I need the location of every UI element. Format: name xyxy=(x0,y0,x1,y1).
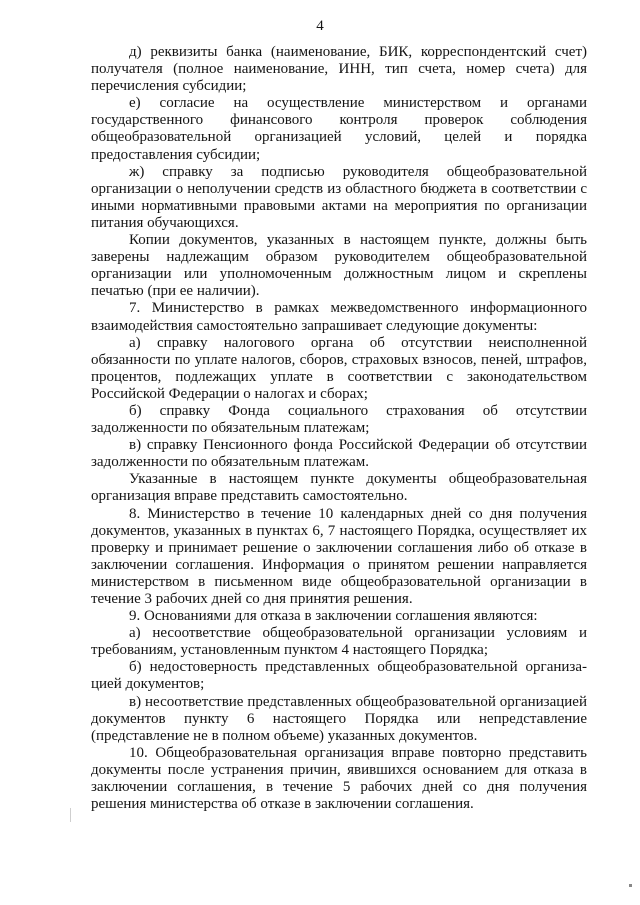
paragraph-clause-7-b: б) справку Фонда социального страхования об отсутствии задолженности по обязательным платежам; xyxy=(91,402,587,437)
paragraph-clause-9-b: б) недостоверность представленных общеобразовательной организа-цией документов; xyxy=(91,659,587,693)
paragraph-item-zh-certificate: ж) справку за подписью руководителя общеобразовательной организации о неполучении средств из областного бюджета в соответствии с иными нормативными правовыми актами на мероприятия по организации питания обучающихся. xyxy=(91,163,587,231)
paragraph-clause-7-a: а) справку налогового органа об отсутствии неисполненной обязанности по уплате налогов, сборов, страховых взносов, пеней, штрафов, процентов, подлежащих уплате в соответствии с законодательством Российской Федерации о налогах и сборах; xyxy=(91,334,587,402)
page-number: 4 xyxy=(316,18,324,34)
document-body xyxy=(91,44,587,813)
paragraph-clause-10: 10. Общеобразовательная организация вправе повторно представить документы после устранения причин, явившихся основанием для отказа в заключении соглашения, в течение 5 рабочих дней со дня получения решения министерства об отказе в заключении соглашения. xyxy=(91,744,587,813)
paragraph-clause-9-a: а) несоответствие общеобразовательной организации условиям и требованиям, установленным пунктом 4 настоящего Порядка; xyxy=(91,625,587,659)
paragraph-clause-7: 7. Министерство в рамках межведомственного информационного взаимодействия самостоятельно запрашивает следующие документы: xyxy=(91,300,587,334)
paragraph-clause-7-v: в) справку Пенсионного фонда Российской Федерации об отсутствии задолженности по обязательным платежам. xyxy=(91,437,587,471)
paragraph-item-e-consent: е) согласие на осуществление министерством и органами государственного финансового контроля проверок соблюдения общеобразовательной организацией условий, целей и порядка предоставления субсидии; xyxy=(91,95,587,163)
paragraph-item-d-bank-details: д) реквизиты банка (наименование, БИК, корреспондентский счет) получателя (полное наименование, ИНН, тип счета, номер счета) для перечисления субсидии; xyxy=(91,44,587,95)
paragraph-clause-9-v: в) несоответствие представленных общеобразовательной организацией документов пункту 6 настоящего Порядка или непредставление (представление не в полном объеме) указанных документов. xyxy=(91,693,587,744)
scan-corner-mark xyxy=(629,884,632,887)
paragraph-clause-9: 9. Основаниями для отказа в заключении соглашения являются: xyxy=(129,608,538,625)
paragraph-clause-8: 8. Министерство в течение 10 календарных дней со дня получения документов, указанных в пунктах 6, 7 настоящего Порядка, осуществляет их проверку и принимает решение о заключении соглашения либо об отказе в заключении соглашения. Информация о принятом решении направляется министерством в письменном виде общеобразовательной организации в течение 3 рабочих дней со дня принятия решения. xyxy=(91,505,587,607)
scan-edge-mark xyxy=(70,808,71,822)
paragraph-documents-self-submit: Указанные в настоящем пункте документы общеобразовательная организация вправе представить самостоятельно. xyxy=(91,471,587,505)
paragraph-copies-certification: Копии документов, указанных в настоящем пункте, должны быть заверены надлежащим образом руководителем общеобразовательной организации или уполномоченным должностным лицом и скреплены печатью (при ее наличии). xyxy=(91,232,587,300)
